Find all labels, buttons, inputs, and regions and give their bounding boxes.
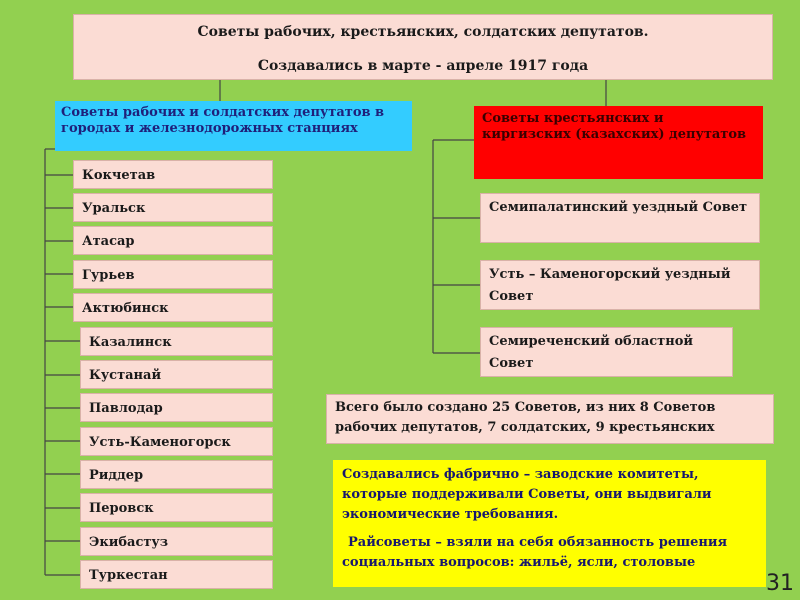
city-item: Павлодар xyxy=(80,393,273,422)
workers-soldiers-soviets-box: Советы рабочих и солдатских депутатов в городах и железнодорожных станциях xyxy=(55,101,412,151)
peasant-kirghiz-soviets-box: Советы крестьянских и киргизских (казахских) депутатов xyxy=(474,106,763,179)
city-item: Казалинск xyxy=(80,327,273,356)
notes-factory-committees: Создавались фабрично – заводские комитеты, которые поддерживали Советы, они выдвигали экономические требования. xyxy=(342,467,712,522)
header-title: Советы рабочих, крестьянских, солдатских депутатов. xyxy=(197,24,649,40)
city-item: Экибастуз xyxy=(80,527,273,556)
city-item: Усть-Каменогорск xyxy=(80,427,273,456)
city-item: Атасар xyxy=(73,226,273,255)
city-item: Гурьев xyxy=(73,260,273,289)
notes-box xyxy=(333,460,766,587)
city-item: Кокчетав xyxy=(73,160,273,189)
slide-number: 31 xyxy=(766,571,794,596)
city-item: Кустанай xyxy=(80,360,273,389)
soviet-item: Усть – Каменогорский уездный Совет xyxy=(480,260,760,310)
header-box xyxy=(73,14,773,80)
city-item: Актюбинск xyxy=(73,293,273,322)
summary-box: Всего было создано 25 Советов, из них 8 Советов рабочих депутатов, 7 солдатских, 9 крестьянских xyxy=(326,394,774,444)
city-item: Риддер xyxy=(80,460,273,489)
city-item: Туркестан xyxy=(80,560,273,589)
city-item: Перовск xyxy=(80,493,273,522)
header-subtitle: Создавались в марте - апреле 1917 года xyxy=(257,58,589,74)
city-item: Уральск xyxy=(73,193,273,222)
soviet-item: Семипалатинский уездный Совет xyxy=(480,193,760,243)
soviet-item: Семиреченский областной Совет xyxy=(480,327,733,377)
notes-district-soviets: Райсоветы – взяли на себя обязанность решения социальных вопросов: жильё, ясли, столовые xyxy=(342,535,728,570)
